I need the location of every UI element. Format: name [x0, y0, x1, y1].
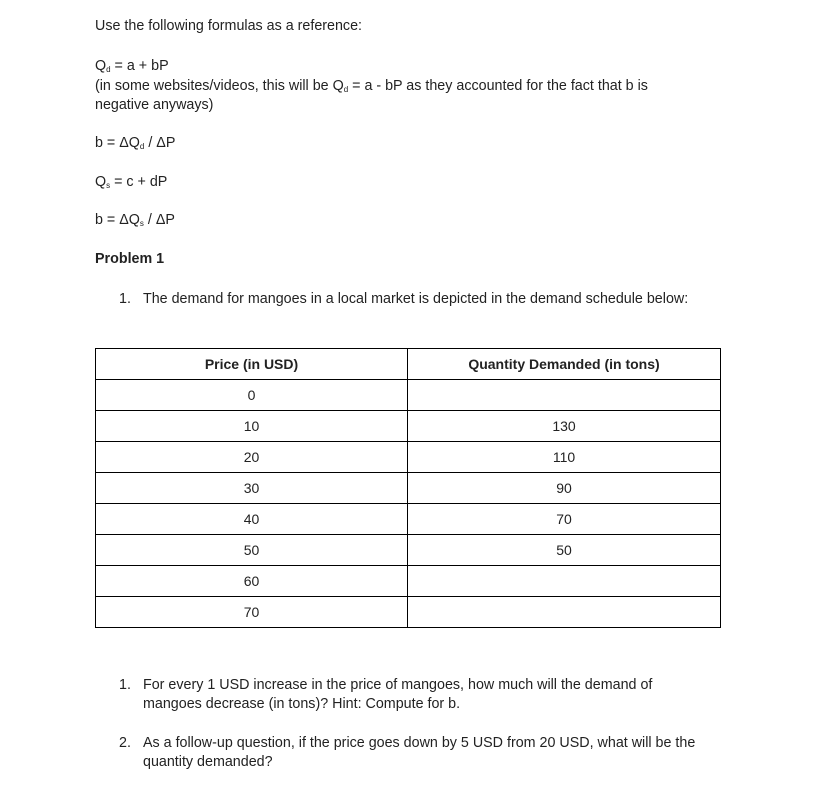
quantity-cell	[408, 380, 721, 411]
b-demand-sub: d	[139, 142, 145, 151]
demand-formula-lhs: Q	[95, 58, 107, 74]
supply-formula-sub: s	[106, 181, 111, 190]
b-supply-post: / ΔP	[143, 212, 175, 228]
table-header-row	[96, 349, 721, 380]
b-supply-formula	[95, 211, 175, 230]
table-row	[96, 473, 721, 504]
price-cell: 40	[96, 504, 408, 535]
b-demand-formula	[95, 134, 175, 153]
b-supply-sub: s	[139, 219, 144, 228]
supply-formula-rhs: = c + dP	[110, 174, 168, 190]
demand-schedule-table	[95, 348, 721, 628]
table-row	[96, 380, 721, 411]
question-line-2: quantity demanded?	[143, 754, 273, 770]
question-line-1: As a follow-up question, if the price goes down by 5 USD from 20 USD, what will be the	[143, 735, 696, 751]
question-line-1: For every 1 USD increase in the price of mangoes, how much will the demand of	[143, 677, 653, 693]
demand-formula	[95, 57, 169, 76]
formula-note-line2: negative anyways)	[95, 97, 214, 113]
formula-note-part-b: = a - bP as they accounted for the fact that b is	[348, 78, 648, 94]
formula-note-line1	[95, 77, 648, 96]
problem-title: Problem 1	[95, 251, 165, 267]
demand-formula-rhs: = a + bP	[110, 58, 169, 74]
price-cell: 20	[96, 442, 408, 473]
b-demand-pre: b = ΔQ	[95, 135, 140, 151]
supply-formula-lhs: Q	[95, 174, 107, 190]
question-number: 1.	[119, 677, 131, 693]
price-cell: 30	[96, 473, 408, 504]
price-cell: 60	[96, 566, 408, 597]
table-row	[96, 535, 721, 566]
quantity-cell: 90	[408, 473, 721, 504]
quantity-cell	[408, 597, 721, 628]
header-quantity: Quantity Demanded (in tons)	[408, 349, 721, 380]
question-number: 2.	[119, 735, 131, 751]
demand-formula-sub: d	[106, 65, 111, 74]
quantity-cell: 70	[408, 504, 721, 535]
problem-statement: The demand for mangoes in a local market is depicted in the demand schedule below:	[143, 291, 689, 307]
formula-note-sub: d	[343, 85, 349, 94]
table-row	[96, 504, 721, 535]
quantity-cell: 130	[408, 411, 721, 442]
b-supply-pre: b = ΔQ	[95, 212, 140, 228]
question-line-2: mangoes decrease (in tons)? Hint: Compute for b.	[143, 696, 461, 712]
table-row	[96, 442, 721, 473]
quantity-cell: 50	[408, 535, 721, 566]
table-row	[96, 411, 721, 442]
list-number: 1.	[119, 291, 131, 307]
header-price: Price (in USD)	[96, 349, 408, 380]
price-cell: 70	[96, 597, 408, 628]
quantity-cell	[408, 566, 721, 597]
table-row	[96, 597, 721, 628]
quantity-cell: 110	[408, 442, 721, 473]
price-cell: 50	[96, 535, 408, 566]
table-row	[96, 566, 721, 597]
b-demand-post: / ΔP	[144, 135, 176, 151]
supply-formula	[95, 173, 167, 192]
formula-note-part-a: (in some websites/videos, this will be Q	[95, 78, 344, 94]
intro-heading: Use the following formulas as a reference:	[95, 18, 363, 34]
price-cell: 0	[96, 380, 408, 411]
price-cell: 10	[96, 411, 408, 442]
